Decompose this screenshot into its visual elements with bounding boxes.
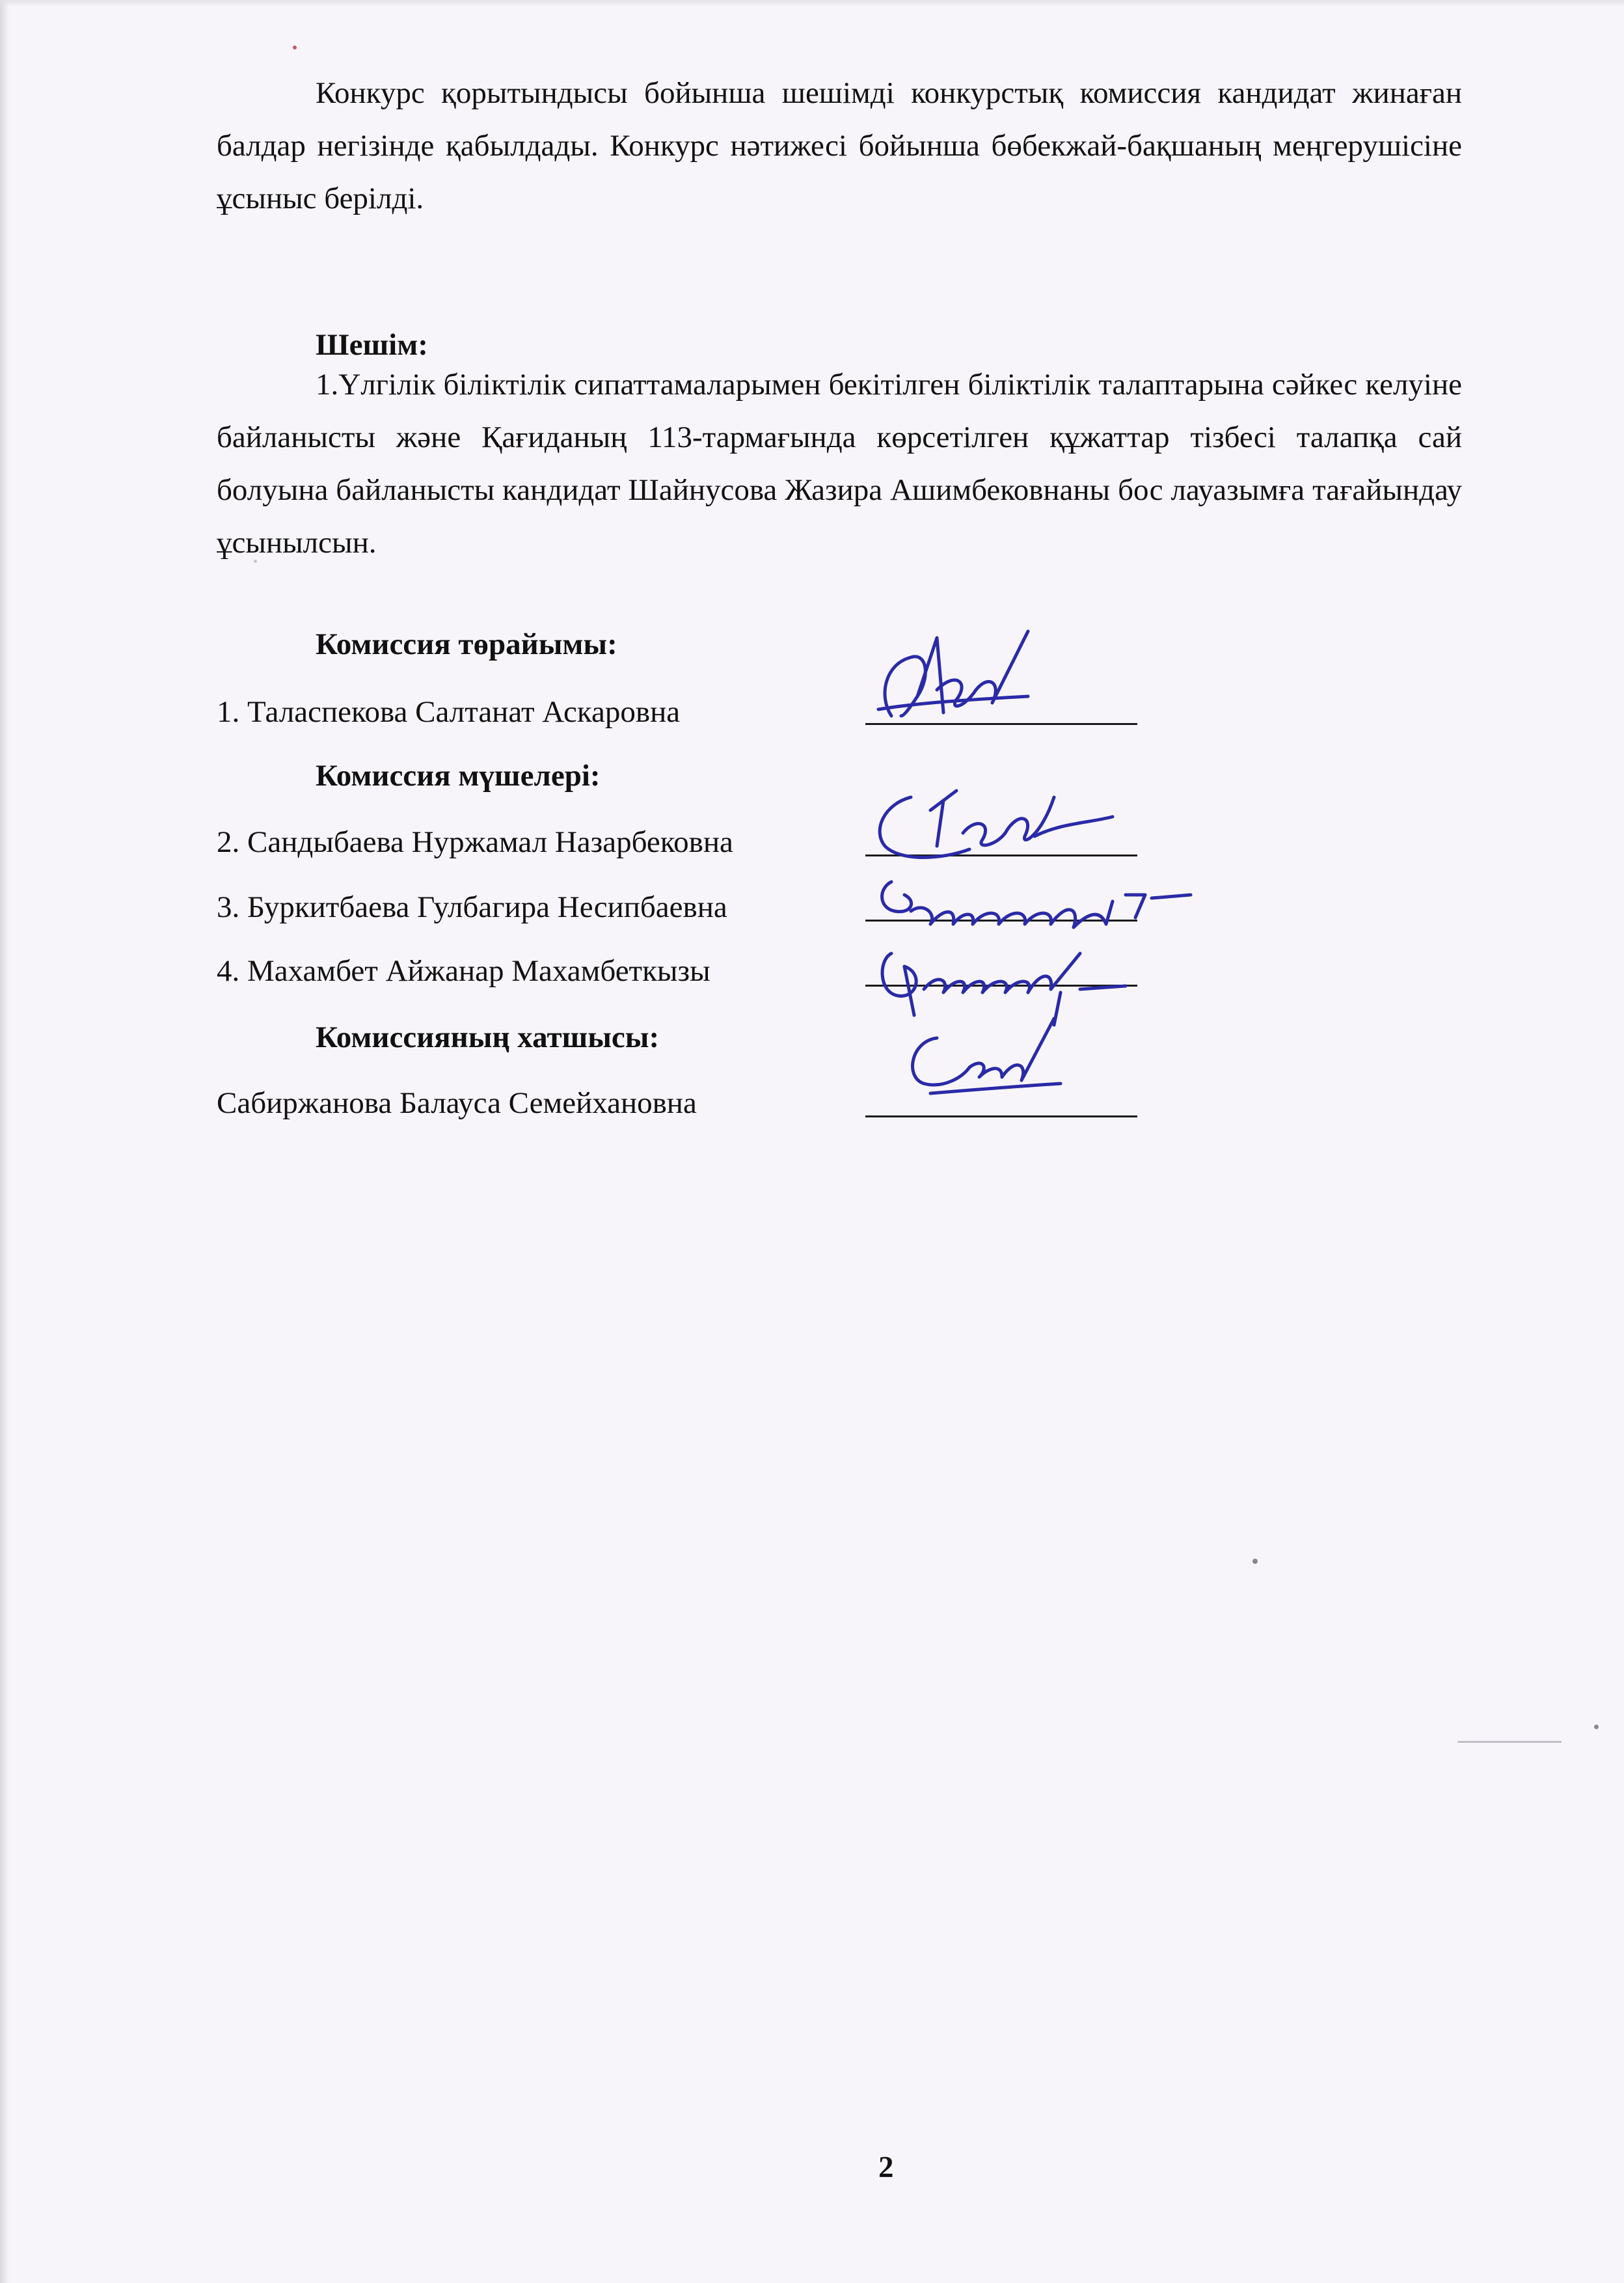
- member-3-name: 3. Буркитбаева Гулбагира Несипбаевна: [217, 890, 727, 924]
- intro-paragraph: [217, 67, 1462, 225]
- chair-heading: Комиссия төрайымы:: [316, 627, 617, 661]
- secretary-name: Сабиржанова Балауса Семейхановна: [217, 1086, 697, 1120]
- scan-speck: [1594, 1725, 1599, 1729]
- page-number: 2: [878, 2150, 894, 2184]
- secretary-signature: [891, 1005, 1087, 1123]
- decision-paragraph-text: 1.Үлгілік біліктілік сипаттамаларымен бекітілген біліктілік талаптарына сәйкес келуіне байланысты және Қағиданың 113-тармағында көрсетілген құжаттар тізбесі талапқа сай болуына байланысты кандидат Шайнусова Жазира Ашимбековнаны бос лауазымға тағайындау ұсынылсын.: [217, 368, 1462, 560]
- decision-heading: Шешім:: [316, 328, 428, 362]
- scan-speck: [254, 560, 257, 563]
- chair-signature: [865, 618, 1061, 748]
- chair-name: 1. Таласпекова Салтанат Аскаровна: [217, 695, 681, 729]
- scan-top-edge: [0, 0, 1624, 7]
- member-4-name: 4. Махамбет Айжанар Махамбеткызы: [217, 954, 710, 988]
- scan-edge-shadow: [0, 0, 9, 2283]
- decision-paragraph: [217, 359, 1462, 569]
- intro-paragraph-text: Конкурс қорытындысы бойынша шешімді конкурстық комиссия кандидат жинаған балдар негізінде қабылдады. Конкурс нәтижесі бойынша бөбекжай-бақшаның меңгерушісіне ұсыныс берілді.: [217, 76, 1462, 215]
- member-2-signature: [865, 771, 1139, 875]
- scan-speck: [293, 46, 297, 49]
- member-2-name: 2. Сандыбаева Нуржамал Назарбековна: [217, 825, 733, 859]
- scan-streak: [1457, 1741, 1562, 1743]
- scan-speck: [1252, 1559, 1258, 1564]
- members-heading: Комиссия мүшелері:: [316, 759, 601, 793]
- secretary-heading: Комиссияның хатшысы:: [316, 1020, 660, 1054]
